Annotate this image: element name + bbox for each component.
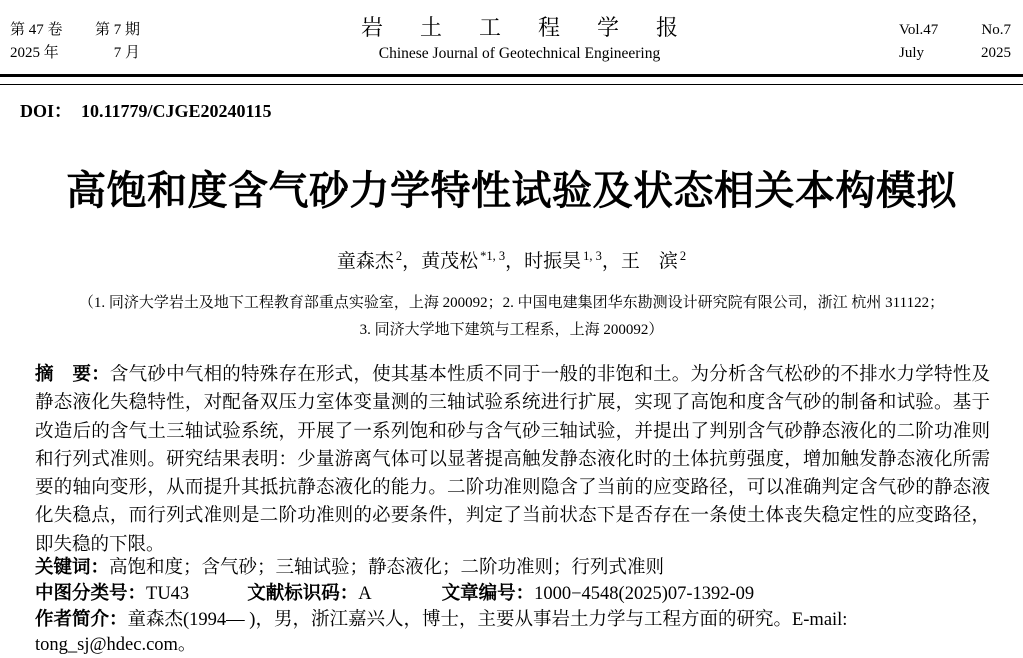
clc-label: 中图分类号： — [35, 583, 147, 605]
front-matter — [35, 361, 990, 658]
doi-line — [20, 100, 1023, 122]
bio-label: 作者简介： — [35, 609, 128, 631]
author-name: 童森杰 — [336, 251, 394, 272]
affiliations — [0, 290, 1023, 344]
abstract-block — [35, 361, 990, 559]
classification-line — [35, 581, 990, 607]
header-volume-issue — [10, 19, 140, 42]
doc-code-label: 文献标识码： — [247, 583, 359, 605]
header-left — [10, 15, 140, 65]
author-superscript: 2 — [679, 249, 687, 263]
author-bio-line — [35, 607, 990, 658]
keywords-line — [35, 555, 990, 581]
header-year-month — [10, 42, 140, 65]
vol-label: Vol.47 — [898, 22, 939, 38]
authors-line — [0, 250, 1023, 275]
article-id-value: 1000−4548(2025)07-1392-09 — [534, 584, 755, 605]
year-label: 2025 年 — [10, 45, 59, 61]
author-superscript: 2 — [395, 249, 403, 263]
journal-header — [0, 0, 1023, 65]
abstract-text: 含气砂中气相的特殊存在形式，使其基本性质不同于一般的非饱和土。为分析含气松砂的不排水力学特性及 — [109, 365, 990, 385]
abstract-line: 要的轴向变形，从而提升其抵抗静态液化的能力。二阶功准则隐含了当前的应变路径，可以准确判定含气砂的静态液 — [35, 478, 990, 499]
month-label: 7 月 — [113, 45, 140, 61]
journal-name-en: Chinese Journal of Geotechnical Engineering — [378, 45, 661, 62]
author-superscript: 1, 3 — [583, 249, 602, 263]
header-month-year — [899, 42, 1011, 65]
doi-value: 10.11779/CJGE20240115 — [81, 101, 272, 121]
journal-name-cn: 岩土工程学报 — [360, 15, 715, 40]
abstract-line: 静态液化失稳特性，对配备双压力室体变量测的三轴试验系统进行扩展，实现了高饱和度含气砂的制备和试验。基于 — [35, 393, 990, 414]
author-separator: ， — [505, 251, 525, 272]
month-en-label: July — [898, 45, 924, 61]
abstract-label: 摘 要： — [35, 364, 110, 385]
abstract-line — [35, 361, 990, 389]
doi-label: DOI： — [20, 101, 73, 121]
header-vol-no — [899, 19, 1011, 42]
author-name: 黄茂松 — [421, 251, 479, 272]
author-superscript: *1, 3 — [480, 249, 506, 263]
abstract-line: 化失稳点，而行列式准则是二阶功准则的必要条件，判定了当前状态下是否存在一条使土体丧失稳定性的应变路径， — [35, 506, 990, 527]
clc-value: TU43 — [146, 584, 190, 605]
header-rule-thick — [0, 74, 1023, 77]
author-separator: ， — [601, 251, 621, 272]
affiliation-line: （1. 同济大学岩土及地下工程教育部重点实验室，上海 200092；2. 中国电建集团华东勘测设计研究院有限公司，浙江 杭州 311122； — [78, 295, 945, 311]
author-separator: ， — [402, 251, 422, 272]
author-name: 时振昊 — [524, 251, 582, 272]
header-rule-thin — [0, 84, 1023, 85]
keywords-value: 高饱和度；含气砂；三轴试验；静态液化；二阶功准则；行列式准则 — [109, 558, 665, 579]
year-en-label: 2025 — [980, 45, 1011, 61]
author-email: E-mail: tong_sj@hdec.com。 — [35, 610, 848, 656]
doc-code-value: A — [358, 584, 372, 605]
no-label: No.7 — [981, 22, 1011, 38]
issue-label: 第 7 期 — [94, 22, 140, 38]
article-id-label: 文章编号： — [441, 583, 535, 605]
author-name: 王 滨 — [620, 251, 678, 272]
abstract-line: 和行列式准则。研究结果表明：少量游离气体可以显著提高触发静态液化时的土体抗剪强度，增加触发静态液化所需 — [35, 449, 990, 470]
paper-title: 高饱和度含气砂力学特性试验及状态相关本构模拟 — [66, 168, 957, 214]
header-right — [899, 15, 1011, 65]
volume-label: 第 47 卷 — [10, 22, 63, 38]
journal-name-block — [360, 15, 715, 63]
affiliation-line: 3. 同济大学地下建筑与工程系，上海 200092） — [359, 322, 664, 338]
bio-text: 童森杰(1994— )，男，浙江嘉兴人，博士，主要从事岩土力学与工程方面的研究。 — [127, 610, 792, 631]
abstract-line: 即失稳的下限。 — [35, 534, 165, 555]
keywords-label: 关键词： — [35, 557, 110, 579]
abstract-line: 改造后的含气土三轴试验系统，开展了一系列饱和砂与含气砂三轴试验，并提出了判别含气砂静态液化的二阶功准则 — [35, 421, 990, 442]
